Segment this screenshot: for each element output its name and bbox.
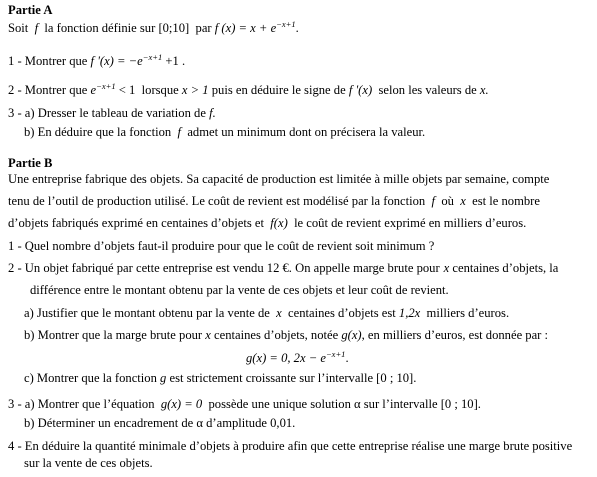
part-b-formula-g: g(x) = 0, $2x - e^{-x+1}$. (246, 349, 349, 365)
part-b-question-1: 1 - Quel nombre d’objets faut-il produire pour que le coût de revient soit minimum ? (8, 239, 435, 253)
part-a-title: Partie A (8, 3, 53, 17)
part-a-question-3a: 3 - a) Dresser le tableau de variation de f. (8, 106, 216, 120)
part-b-question-2-line-1: 2 - Un objet fabriqué par cette entreprise est vendu 12 €. On appelle marge brute pour x centaines d’objets, la (8, 261, 559, 275)
part-b-paragraph-line-2: tenu de l’outil de production utilisé. Le coût de revient est modélisé par la fonction f où x est le nombre (8, 194, 540, 208)
part-b-question-3a: 3 - a) Montrer que l’équation g(x) = 0 possède une unique solution α sur l’intervalle [0 ; 10]. (8, 397, 481, 411)
part-b-question-2a: a) Justifier que le montant obtenu par la vente de x centaines d’objets est 1,2x milliers d’euros. (24, 306, 510, 320)
part-b-question-2c: c) Montrer que la fonction g est strictement croissante sur l’intervalle [0 ; 10]. (24, 371, 417, 385)
part-a-question-1: 1 - Montrer que f '$(x) = -e^{-x+1} +1$ . (8, 52, 186, 68)
part-a-question-3b: b) En déduire que la fonction f admet un minimum dont on précisera la valeur. (24, 125, 426, 139)
part-b-question-4-line-2: sur la vente de ces objets. (24, 456, 153, 470)
part-b-paragraph-line-1: Une entreprise fabrique des objets. Sa capacité de production est limitée à mille objets par semaine, compte (8, 172, 550, 186)
part-b-title: Partie B (8, 156, 53, 170)
part-b-question-2b: b) Montrer que la marge brute pour x centaines d’objets, notée g(x), en milliers d’euros, est donnée par : (24, 328, 549, 342)
part-a-question-2: 2 - Montrer que $e^{-x+1} < 1$ lorsque x > 1 puis en déduire le signe de f '(x) selon les valeurs de x. (8, 81, 489, 97)
part-b-paragraph-line-3: d’objets fabriqués exprimé en centaines d’objets et f(x) le coût de revient exprimé en milliers d’euros. (8, 216, 527, 230)
part-a-intro: Soit f la fonction définie sur [0;10] par f $(x) = x + e^{-x+1}$. (8, 19, 299, 35)
part-b-question-4-line-1: 4 - En déduire la quantité minimale d’objets à produire afin que cette entreprise réalise une marge brute positive (8, 439, 573, 453)
part-b-question-3b: b) Déterminer un encadrement de α d’amplitude 0,01. (24, 416, 296, 430)
part-b-question-2-line-2: différence entre le montant obtenu par la vente de ces objets et leur coût de revient. (30, 283, 449, 297)
